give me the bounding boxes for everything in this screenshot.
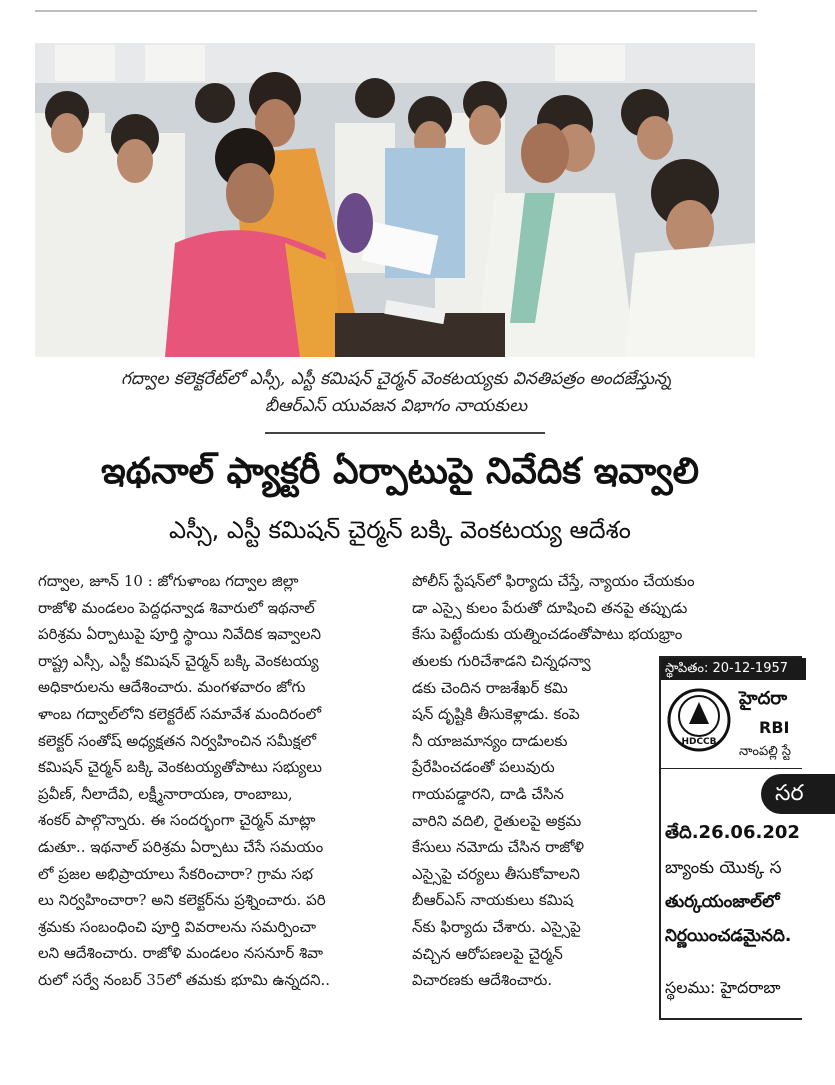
ad-rbi: RBI [759,718,790,737]
article-line: ప్రవీణ్, నీలాదేవి, లక్ష్మీనారాయణ, రాంబాబు, [38,784,293,803]
article-line: తులకు గురిచేశాడని చిన్నధన్వా [412,652,591,670]
caption-line-2: బీఆర్ఎస్ యువజన విభాగం నాయకులు [264,396,528,416]
article-line: రాజోళి మండలం పెద్దధన్వాడ శివారులో ఇథనాల్ [38,598,315,617]
article-line: శ్రమకు సంబంధించి పూర్తి వివరాలను సమర్పించా [38,917,317,936]
article-line: పోలీస్ స్టేషన్‌లో ఫిర్యాదు చేస్తే, న్యాయం చేయకుం [412,572,695,590]
caption-line-1: గద్వాల కలెక్టరేట్‌లో ఎస్సీ, ఎస్టీ కమిషన్ చైర్మన్ వెంకటయ్యకు వినతిపత్రం అందజేస్తున్న [121,369,671,389]
article-line: రులో సర్వే నంబర్ 35లో తమకు భూమి ఉన్నదని.. [38,970,331,989]
article-line: అధికారులను ఆదేశించారు. మంగళవారం జోగు [38,678,306,697]
news-photo [35,43,755,357]
article-line: కేసు పెట్టేందుకు యత్నించడంతోపాటు భయభ్రాం [412,625,683,644]
ad-established: స్థాపితం: 20-12-1957 [661,658,806,680]
article-line: డా ఎస్సై కులం పేరుతో దూషించి తనపై తప్పుడు [412,598,688,617]
previous-article-divider [35,0,757,12]
article-line: గద్వాల, జూన్ 10 : జోగుళాంబ గద్వాల జిల్లా [38,572,299,590]
article-line: బీఆర్ఎస్ నాయకులు కమిష [412,891,574,910]
article-line: షన్ దృష్టికి తీసుకెళ్లాడు. కంపె [412,705,580,724]
photo-caption [40,366,752,420]
article-line: రాష్ట్ర ఎస్సీ, ఎస్టీ కమిషన్ చైర్మన్ బక్కి వెంకటయ్య [38,651,319,670]
article-line: ఎస్సైపై చర్యలు తీసుకోవాలని [412,864,580,883]
article-line: డకు చెందిన రాజశేఖర్ కమి [412,678,568,697]
article-line: న్‌కు ఫిర్యాదు చేశారు. ఎస్సైపై [412,917,581,936]
subheadline: ఎస్సీ, ఎస్టీ కమిషన్ చైర్మన్ బక్కి వెంకటయ్య ఆదేశం [169,516,631,544]
ad-text-line: తుర్కయంజాల్‌లో [665,892,780,912]
ad-bank-name: హైదరా [739,688,788,709]
article-line: లు నిర్వహించారా? అని కలెక్టర్‌ను ప్రశ్నించారు. పరి [38,891,326,910]
logo-text: HDCCB [681,737,717,747]
article-line: నీ యాజమాన్యం దాడులకు [412,731,568,750]
caption-divider [265,432,545,434]
bank-logo-icon [667,688,731,752]
article-line: కమిషన్ చైర్మన్ బక్కి వెంకటయ్యతోపాటు సభ్యులు [38,758,322,777]
bank-advertisement [659,656,802,1020]
article-line: వారిని వదిలి, రైతులపై అక్రమ [412,811,582,830]
headline: ఇథనాల్ ఫ్యాక్టరీ ఏర్పాటుపై నివేదిక ఇవ్వాలి [100,451,700,492]
article-column-1 [38,568,383,994]
article-line: విచారణకు ఆదేశించారు. [412,971,553,990]
ad-address: నాంపల్లి స్టే [739,744,791,759]
ad-divider [661,768,802,769]
article-column-2 [412,568,757,648]
article-line: శంకర్ పాల్గొన్నారు. ఈ సందర్భంగా చైర్మన్ మాట్లా [38,811,316,830]
article-line: డుతూ.. ఇథనాల్ పరిశ్రమ ఏర్పాటు చేసే సమయం [38,837,324,856]
article-column-3 [412,648,657,994]
ad-text-line: నిర్ణయించడమైనది. [665,926,792,946]
ad-badge: సర [761,774,835,814]
article-line: లని ఆదేశించారు. రాజోళి మండలం నసనూర్ శివా [38,944,323,963]
article-line: కలెక్టర్ సంతోష్ అధ్యక్షతన నిర్వహించిన సమీక్షలో [38,731,317,750]
article-line: వచ్చిన ఆరోపణలపై చైర్మన్ [412,944,563,963]
article-line: ప్రేరేపించడంతో పలువురు [412,758,555,777]
ad-text-line: బ్యాంకు యొక్క స [665,858,782,878]
article-line: లో ప్రజల అభిప్రాయాలు సేకరించారా? గ్రామ సభ [38,864,314,883]
article-line: కేసులు నమోదు చేసిన రాజోళి [412,838,585,857]
article-line: గాయపడ్డారని, దాడి చేసిన [412,784,564,803]
article-line: పరిశ్రమ ఏర్పాటుపై పూర్తి స్థాయి నివేదిక ఇవ్వాలని [38,625,322,644]
article-line: ళాంబ గద్వాల్‌లోని కలెక్టరేట్ సమావేశ మందిరంలో [38,704,322,723]
ad-place: స్థలము: హైదరాబా [665,978,781,997]
ad-date: తేది.26.06.202 [665,822,800,843]
